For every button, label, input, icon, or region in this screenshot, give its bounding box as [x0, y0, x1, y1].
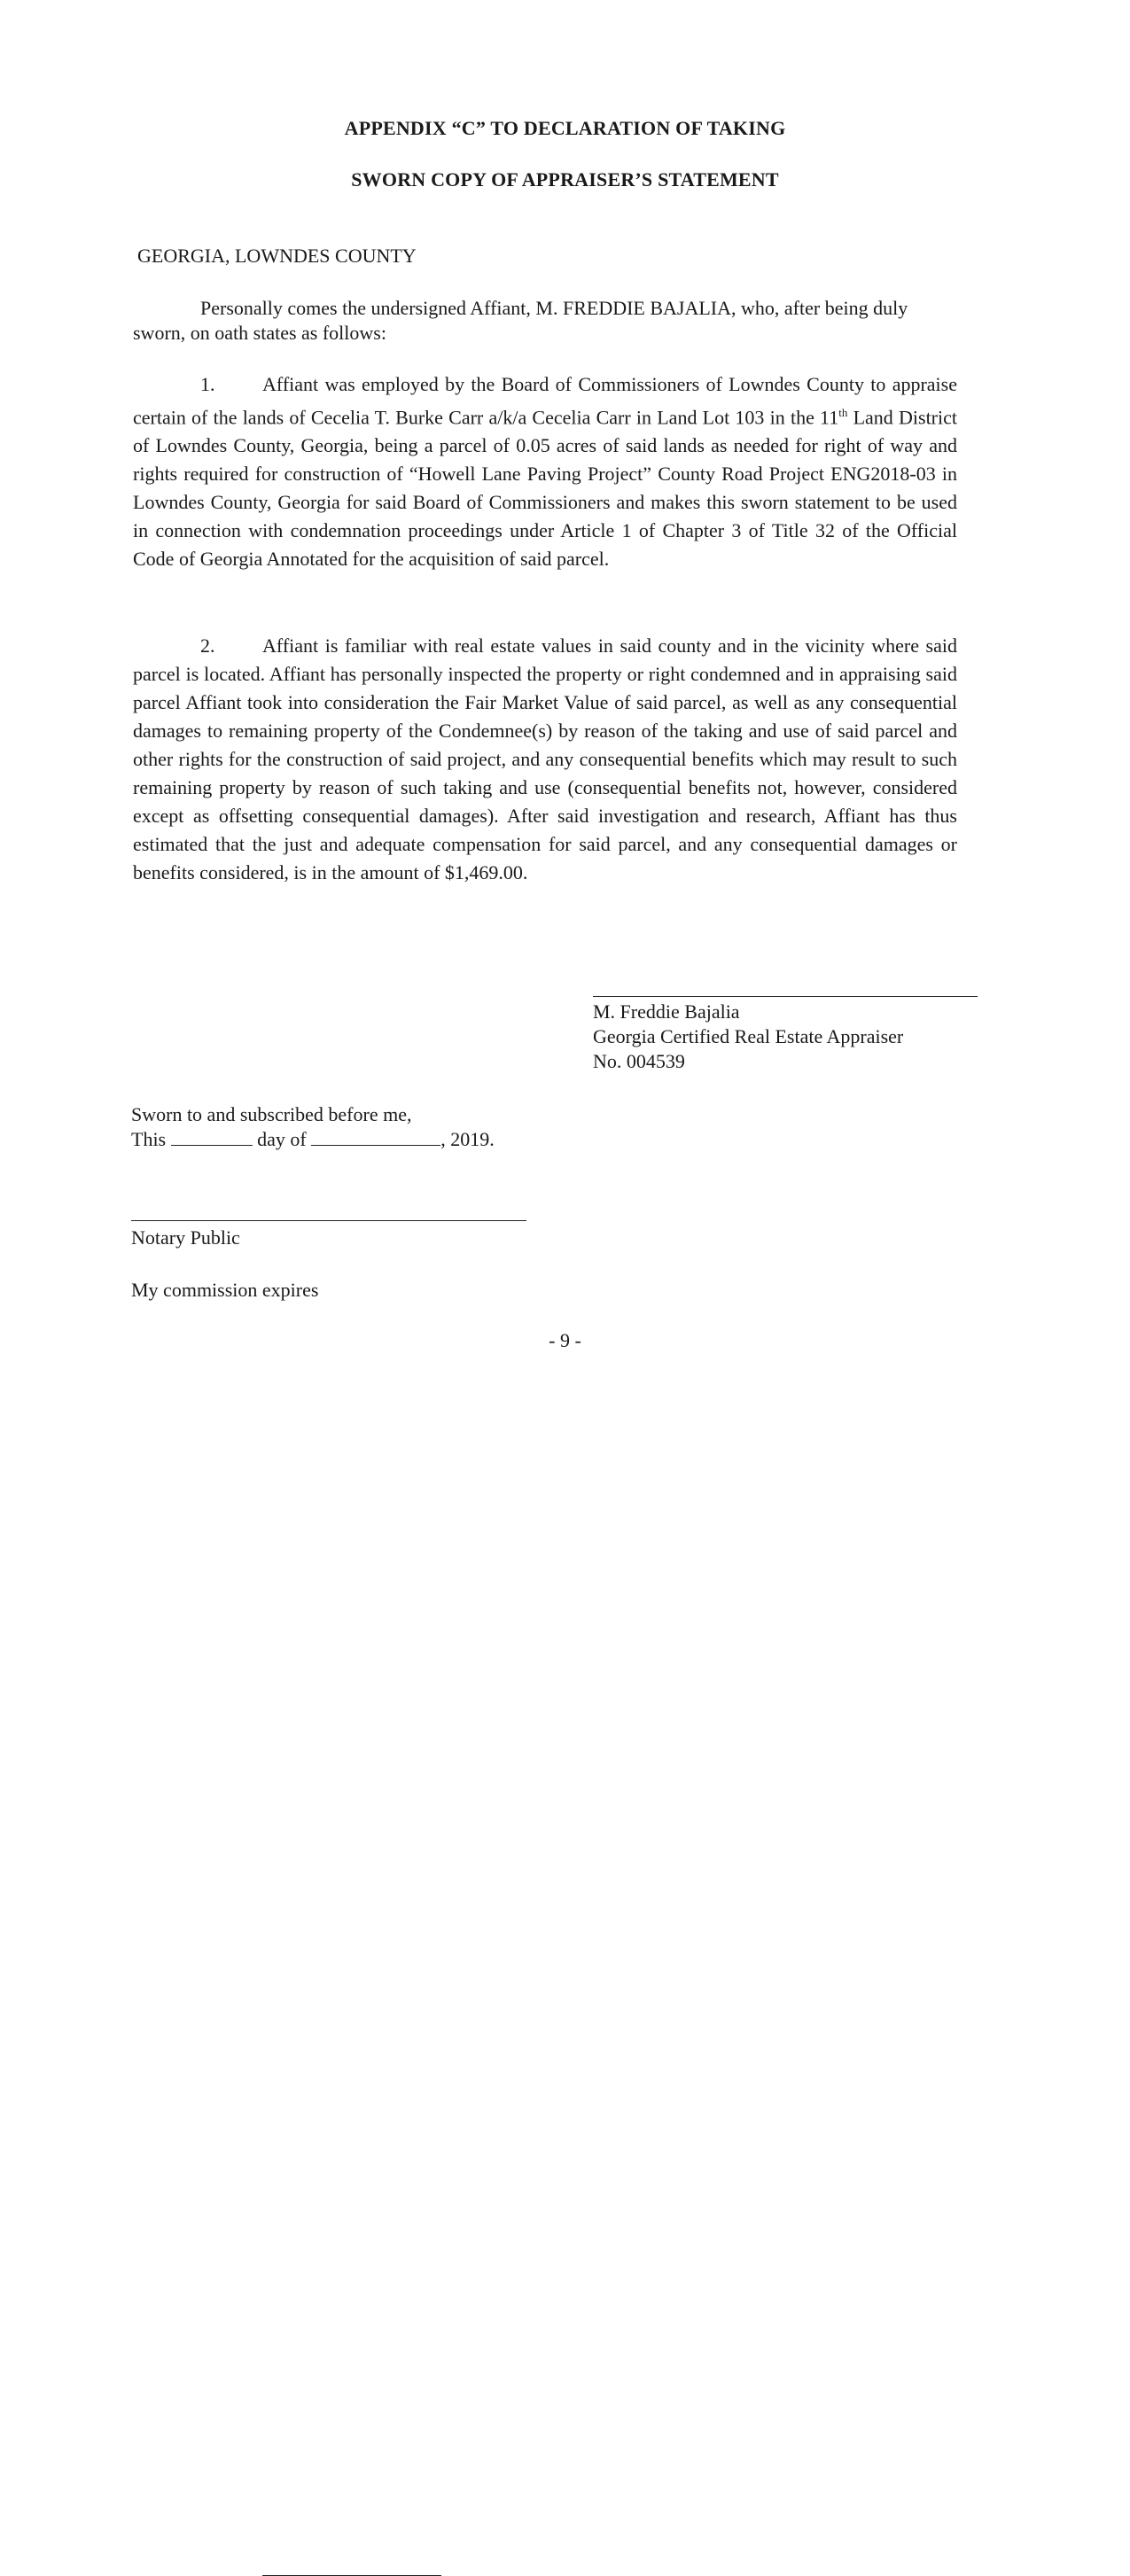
jurat-line-1: Sworn to and subscribed before me,: [131, 1103, 412, 1125]
signature-block: [593, 1000, 903, 1074]
commission-expires-label: My commission expires: [131, 1279, 319, 1301]
paragraph-1-text-b: Land District of Lowndes County, Georgia, being a parcel of 0.05 acres of said lands as needed for right of way and rights required for construction of “Howell Lane Paving Project” County Road Project ENG2018-03 in Lowndes County, Georgia for said Board of Commissioners and makes this sworn statement to be used in connection with condemnation proceedings under Article 1 of Chapter 3 of Title 32 of the Official Code of Georgia Annotated for the acquisition of said parcel.: [133, 406, 957, 571]
signer-name: M. Freddie Bajalia: [593, 1000, 740, 1023]
venue-line: GEORGIA, LOWNDES COUNTY: [137, 245, 417, 267]
document-subtitle: SWORN COPY OF APPRAISER’S STATEMENT: [351, 168, 779, 191]
signer-title: Georgia Certified Real Estate Appraiser: [593, 1025, 904, 1047]
month-blank: [311, 1127, 440, 1146]
commission-expires-line: [131, 1279, 318, 1302]
paragraph-1: [133, 370, 957, 573]
jurat-year: , 2019.: [440, 1128, 495, 1150]
intro-paragraph: Personally comes the undersigned Affiant, M. FREDDIE BAJALIA, who, after being duly sworn, on oath states as follows:: [133, 297, 908, 344]
signer-license: No. 004539: [593, 1050, 685, 1072]
ordinal-suffix: th: [838, 406, 848, 419]
paragraph-1-text-a: Affiant was employed by the Board of Commissioners of Lowndes County to appraise certain of the lands of Cecelia T. Burke Carr a/k/a Cecelia Carr in Land Lot 103 in the 11: [133, 373, 957, 429]
day-blank: [171, 1127, 253, 1146]
notary-label: Notary Public: [131, 1226, 240, 1249]
document-title: APPENDIX “C” TO DECLARATION OF TAKING: [344, 117, 786, 139]
jurat-block: [131, 1102, 495, 1152]
jurat-day-of-label: day of: [257, 1128, 307, 1150]
paragraph-2-number: 2.: [200, 634, 215, 657]
jurat-this-label: This: [131, 1128, 167, 1150]
paragraph-1-number: 1.: [200, 373, 215, 395]
paragraph-2-text: Affiant is familiar with real estate values in said county and in the vicinity where said parcel is located. Affiant has personally inspected the property or right condemned and in appraising said parcel Affiant took into consideration the Fair Market Value of said parcel, as well as any consequential damages to remaining property of the Condemnee(s) by reason of the taking and use of said parcel and other rights for the construction of said project, and any consequential benefits which may result to such remaining property by reason of such taking and use (consequential benefits not, however, considered except as offsetting consequential damages). After said investigation and research, Affiant has thus estimated that the just and adequate compensation for said parcel, and any consequential damages or benefits considered, is in the amount of $1,469.00.: [133, 634, 957, 883]
page-number: - 9 -: [549, 1329, 581, 1351]
signature-line: [593, 996, 978, 997]
commission-expires-blank: [262, 2557, 441, 2576]
notary-signature-line: [131, 1220, 526, 1221]
jurat-line-2: [131, 1127, 495, 1152]
paragraph-2: [133, 632, 957, 887]
